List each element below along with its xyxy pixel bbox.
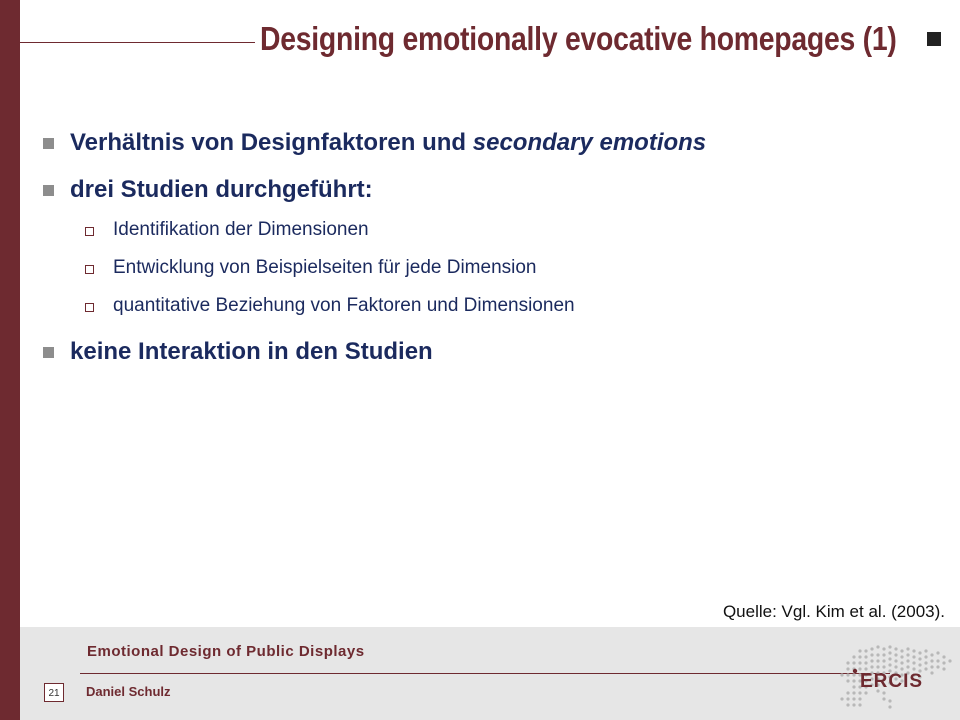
sub-bullet-item (113, 219, 369, 241)
sub-bullet-text: Identifikation der Dimensionen (113, 219, 369, 240)
hollow-square-bullet-icon (85, 227, 94, 236)
hollow-square-bullet-icon (85, 303, 94, 312)
left-accent-bar (0, 0, 20, 720)
footer (20, 627, 960, 720)
gray-square-bullet-icon (43, 185, 54, 196)
sub-bullet-text: quantitative Beziehung von Faktoren und Dimensionen (113, 295, 575, 316)
source-citation: Quelle: Vgl. Kim et al. (2003). (722, 602, 945, 621)
hollow-square-bullet-icon (85, 265, 94, 274)
square-icon (927, 32, 941, 46)
footer-rule (80, 673, 890, 674)
bullet-emphasis: secondary emotions (472, 129, 707, 156)
title-rule (20, 42, 255, 43)
page-number: 21 (44, 683, 64, 702)
sub-bullet-item (113, 295, 575, 317)
sub-bullet-text: Entwicklung von Beispielseiten für jede Dimension (113, 257, 537, 278)
sub-bullet-item (113, 257, 537, 279)
presentation-title: Emotional Design of Public Displays (87, 643, 365, 660)
bullet-item (70, 176, 373, 204)
slide-title: Designing emotionally evocative homepages (1) (260, 20, 897, 57)
bullet-text: keine Interaktion in den Studien (70, 338, 433, 365)
bullet-item (70, 129, 706, 157)
author-name: Daniel Schulz (86, 684, 171, 699)
bullet-item (70, 338, 433, 366)
gray-square-bullet-icon (43, 347, 54, 358)
bullet-text: drei Studien durchgeführt: (70, 176, 373, 203)
logo-text: ERCIS (860, 671, 924, 692)
gray-square-bullet-icon (43, 138, 54, 149)
bullet-text: Verhältnis von Designfaktoren und (70, 129, 473, 156)
